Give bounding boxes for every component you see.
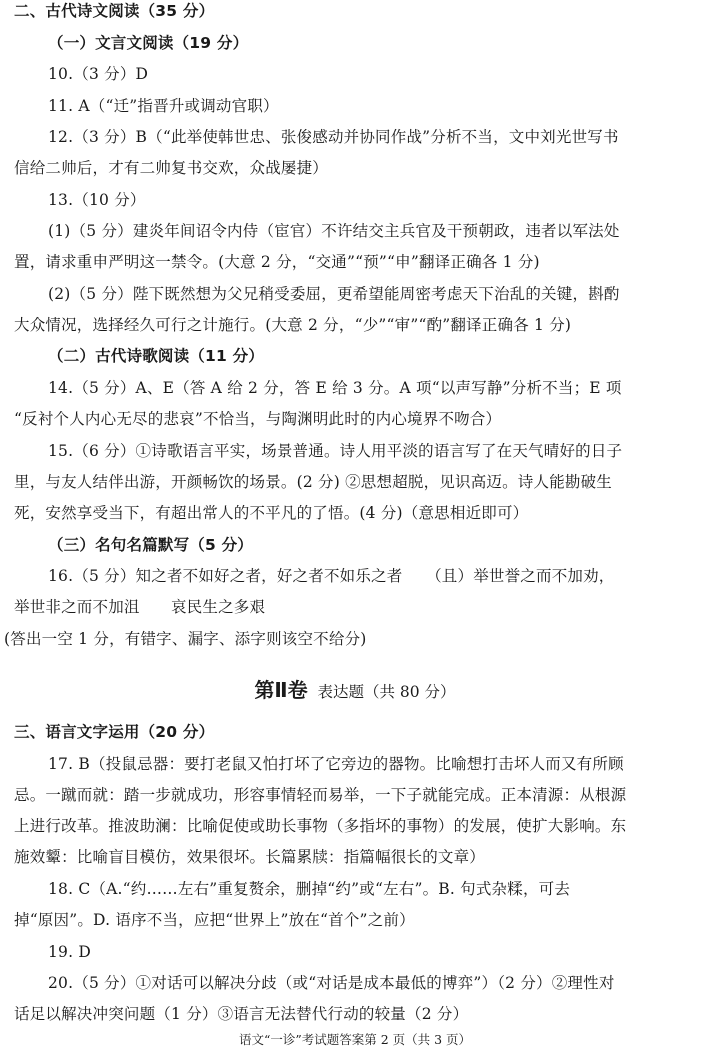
answer-14-line2: “反衬个人内心无尽的悲哀”不恰当，与陶渊明此时的内心境界不吻合） — [14, 410, 502, 428]
answer-13-2-line1: (2)（5 分）陛下既然想为父兄稍受委屈，更希望能周密考虑天下治乱的关键，斟酌 — [48, 285, 620, 303]
answer-16-note: (答出一空 1 分，有错字、漏字、添字则该空不给分) — [4, 630, 367, 648]
answer-16-line1: 16.（5 分）知之者不如好之者，好之者不如乐之者 （且）举世誉之而不加劝， — [48, 567, 615, 585]
section-heading-language-use: 三、语言文字运用（20 分） — [14, 723, 215, 741]
volume-2-main-title: 第Ⅱ卷 — [254, 678, 308, 702]
volume-2-title — [0, 676, 710, 704]
answer-19: 19. D — [48, 943, 92, 961]
answer-15-line3: 死，安然享受当下，有超出常人的不平凡的了悟。(4 分)（意思相近即可） — [14, 504, 529, 522]
answer-20-line2: 话足以解决冲突问题（1 分）③语言无法替代行动的较量（2 分） — [14, 1005, 469, 1023]
answer-13-2-line2: 大众情况，选择经久可行之计施行。(大意 2 分，“少”“审”“酌”翻译正确各 1 分) — [14, 316, 572, 334]
answer-10: 10.（3 分）D — [48, 65, 149, 83]
answer-18-line2: 掉“原因”。D. 语序不当，应把“世界上”放在“首个”之前） — [14, 911, 415, 929]
answer-12-line2: 信给二帅后，才有二帅复书交欢，众战屡捷） — [14, 159, 329, 177]
answer-17-line1: 17. B（投鼠忌器：要打老鼠又怕打坏了它旁边的器物。比喻想打击坏人而又有所顾 — [48, 755, 624, 773]
answer-14-line1: 14.（5 分）A、E（答 A 给 2 分，答 E 给 3 分。A 项“以声写静”分析不当；E 项 — [48, 379, 622, 397]
answer-17-line3: 上进行改革。推波助澜：比喻促使或助长事物（多指坏的事物）的发展，使扩大影响。东 — [14, 817, 627, 835]
volume-2-subtitle: 表达题（共 80 分） — [317, 683, 456, 701]
section-heading-ancient-poetry: 二、古代诗文阅读（35 分） — [14, 2, 215, 20]
answer-17-line2: 忌。一蹴而就：踏一步就成功，形容事情轻而易举，一下子就能完成。正本清源：从根源 — [14, 786, 627, 804]
answer-18-line1: 18. C（A.“约……左右”重复赘余，删掉“约”或“左右”。B. 句式杂糅，可去 — [48, 880, 571, 898]
answer-15-line2: 里，与友人结伴出游，开颜畅饮的场景。(2 分) ②思想超脱，见识高迈。诗人能勘破生 — [14, 473, 613, 491]
answer-13-1-line1: (1)（5 分）建炎年间诏令内侍（宦官）不许结交主兵官及干预朝政，违者以军法处 — [48, 222, 620, 240]
answer-12-line1: 12.（3 分）B（“此举使韩世忠、张俊感动并协同作战”分析不当，文中刘光世写书 — [48, 128, 619, 146]
answer-11: 11. A（“迁”指晋升或调动官职） — [48, 97, 279, 115]
answer-20-line1: 20.（5 分）①对话可以解决分歧（或“对话是成本最低的博弈”）（2 分）②理性对 — [48, 974, 615, 992]
subsection-heading-classical-chinese: （一）文言文阅读（19 分） — [48, 34, 249, 52]
answer-13-1-line2: 置，请求重申严明这一禁令。(大意 2 分，“交通”“预”“申”翻译正确各 1 分) — [14, 253, 540, 271]
subsection-heading-ancient-poems: （二）古代诗歌阅读（11 分） — [48, 347, 264, 365]
answer-17-line4: 施效颦：比喻盲目模仿，效果很坏。长篇累牍：指篇幅很长的文章） — [14, 848, 486, 866]
answer-15-line1: 15.（6 分）①诗歌语言平实，场景普通。诗人用平淡的语言写了在天气晴好的日子 — [48, 442, 623, 460]
page-footer: 语文“一诊”考试题答案第 2 页（共 3 页） — [238, 1032, 472, 1047]
subsection-heading-famous-lines: （三）名句名篇默写（5 分） — [48, 536, 253, 554]
answer-13: 13.（10 分） — [48, 191, 146, 209]
answer-16-line2: 举世非之而不加沮 哀民生之多艰 — [14, 598, 266, 616]
